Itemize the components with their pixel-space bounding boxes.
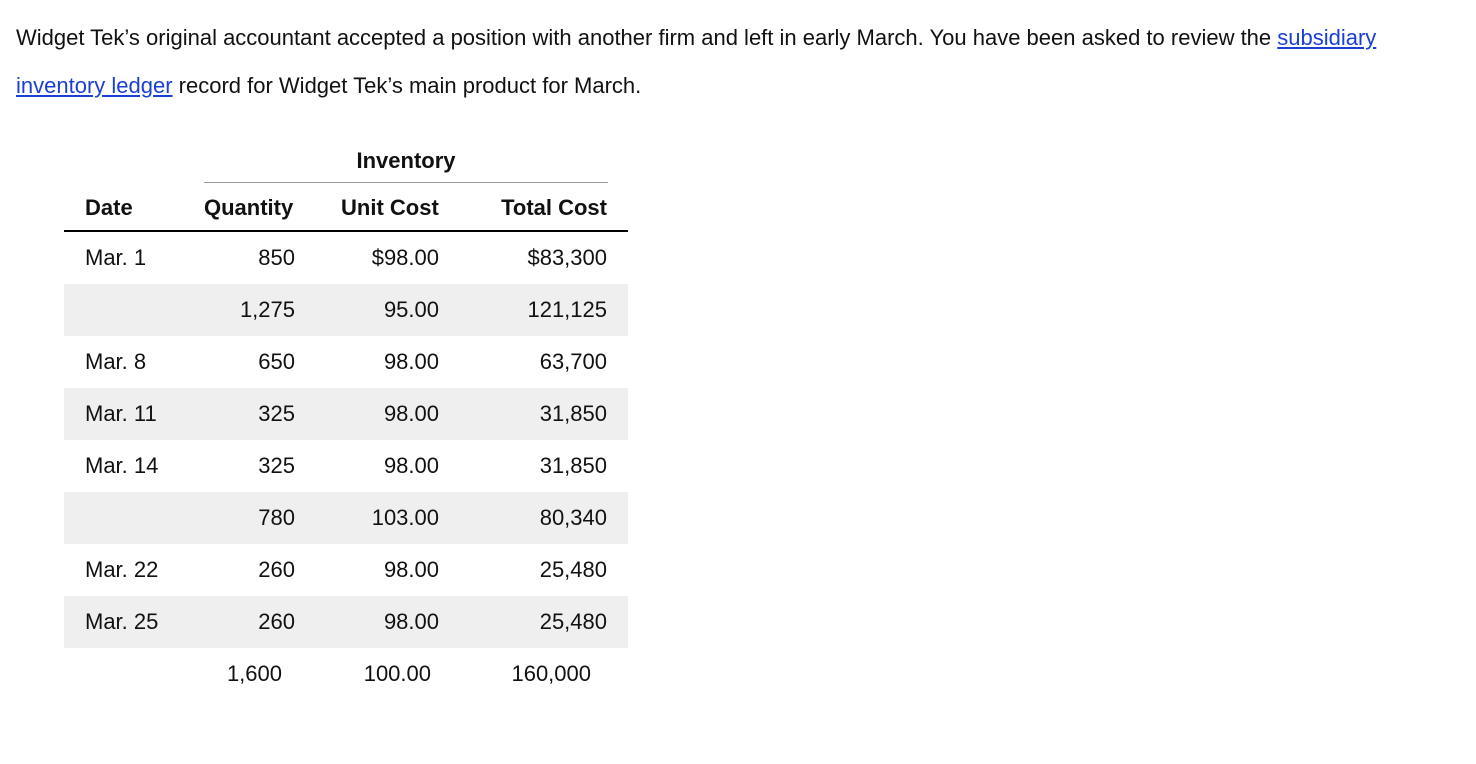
total-quantity-cell: 1,600 [226, 661, 282, 686]
column-header-row [64, 184, 628, 232]
totals-row [64, 648, 628, 700]
date-column-header: Date [85, 195, 133, 220]
table-row [64, 596, 628, 648]
table-row [64, 284, 628, 336]
inventory-group-header: Inventory [204, 140, 608, 183]
table-row [64, 544, 628, 596]
total-cost-column-header: Total Cost [501, 195, 607, 220]
quantity-cell: 260 [258, 557, 295, 582]
unit-cost-column-header: Unit Cost [341, 195, 439, 220]
total-cost-cell: 121,125 [527, 297, 607, 322]
total-cost-cell: 63,700 [539, 349, 607, 374]
quantity-cell: 1,275 [239, 297, 295, 322]
total-cost-cell: 25,480 [539, 557, 607, 582]
unit-cost-cell: 98.00 [383, 453, 439, 478]
intro-text-after: record for Widget Tek’s main product for March. [172, 73, 642, 98]
unit-cost-cell: $98.00 [371, 245, 439, 270]
date-cell: Mar. 14 [85, 453, 159, 478]
unit-cost-cell: 103.00 [371, 505, 439, 530]
total-cost-cell: 31,850 [539, 453, 607, 478]
total-cost-cell: 25,480 [539, 609, 607, 634]
quantity-cell: 325 [258, 453, 295, 478]
date-cell: Mar. 11 [85, 401, 157, 426]
total-cost-cell: 31,850 [539, 401, 607, 426]
date-cell: Mar. 1 [85, 245, 147, 270]
table-row [64, 232, 628, 284]
table-row [64, 388, 628, 440]
unit-cost-cell: 98.00 [383, 401, 439, 426]
table-row [64, 440, 628, 492]
quantity-cell: 325 [258, 401, 295, 426]
total-cost-sum-cell: 160,000 [511, 661, 591, 686]
subsidiary-inventory-ledger-link[interactable]: subsidiary inventory ledger [16, 25, 1377, 98]
quantity-cell: 850 [258, 245, 295, 270]
unit-cost-cell: 95.00 [383, 297, 439, 322]
date-cell: Mar. 8 [85, 349, 147, 374]
intro-text-before: Widget Tek’s original accountant accepted a position with another firm and left in early March. You have been asked to review the [16, 25, 1278, 50]
date-cell: Mar. 22 [85, 557, 159, 582]
total-cost-cell: 80,340 [539, 505, 607, 530]
table-row [64, 492, 628, 544]
unit-cost-cell: 98.00 [383, 557, 439, 582]
quantity-cell: 650 [258, 349, 295, 374]
quantity-cell: 260 [258, 609, 295, 634]
intro-paragraph [16, 14, 1456, 110]
unit-cost-cell: 98.00 [383, 349, 439, 374]
unit-cost-cell: 98.00 [383, 609, 439, 634]
table-row [64, 336, 628, 388]
ledger-rows [64, 232, 628, 700]
quantity-column-header: Quantity [204, 195, 294, 220]
total-unit-cost-cell: 100.00 [363, 661, 431, 686]
total-cost-cell: $83,300 [527, 245, 607, 270]
quantity-cell: 780 [258, 505, 295, 530]
date-cell: Mar. 25 [85, 609, 159, 634]
